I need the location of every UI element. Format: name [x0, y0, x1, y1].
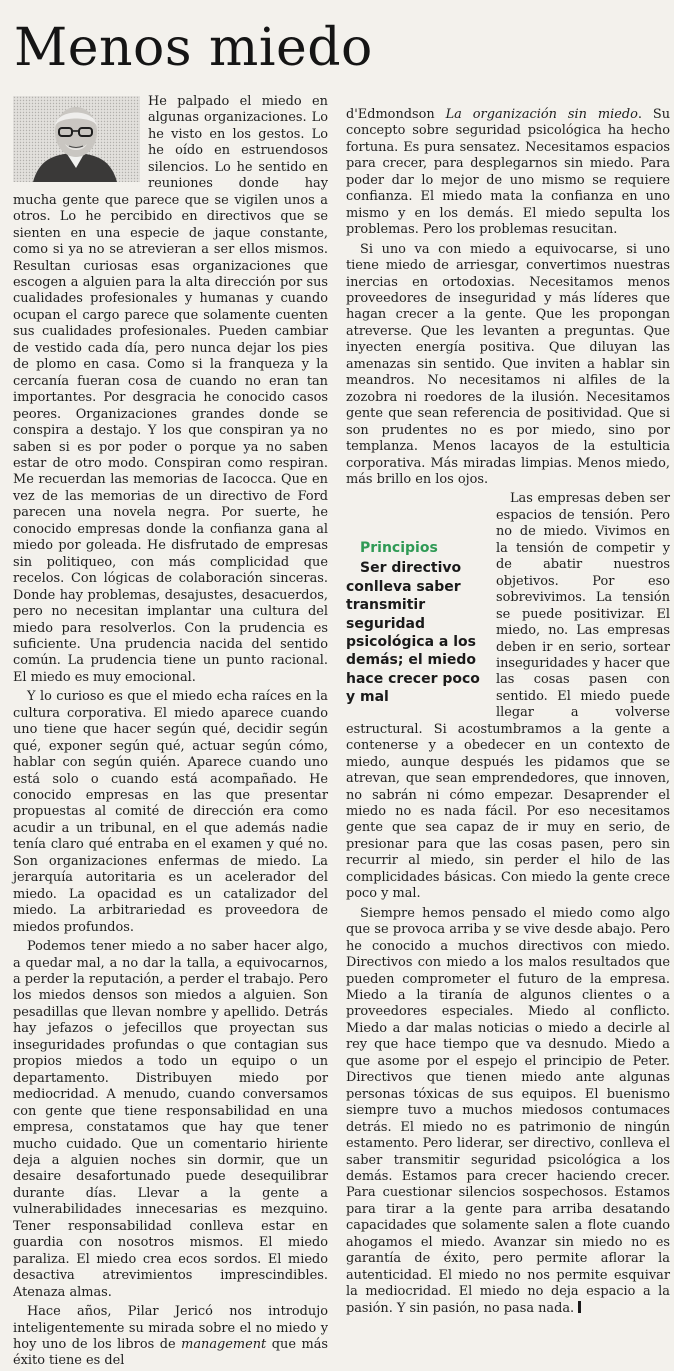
pull-quote	[346, 539, 486, 706]
paragraph-5-end: . Su concepto sobre seguridad psicológica ha hecho fortuna. Es pura sensatez. Necesitamos espacios para crecer, para desplegarnos sin miedo. Para poder dar lo mejor de uno mismo se requiere confianza. El miedo mata la confianza en uno mismo y en los demás. El miedo sepulta los problemas. Pero los problemas resucitan.	[346, 107, 671, 238]
left-column	[13, 94, 328, 1371]
paragraph-4-end: que más éxito tiene es del	[13, 1336, 328, 1369]
author-portrait-image	[13, 96, 140, 182]
paragraph-8-text: Siempre hemos pensado el miedo como algo que se provoca arriba y se vive desde abajo. Pero he conocido a muchos directivos con miedo. Directivos con miedo a los malos resultados que pueden comprometer el futuro de la empresa. Miedo a la tiranía de algunos clientes o a proveedores especiales. Miedo al conflicto. Miedo a dar malas noticias o miedo a decirle al rey que hace tiempo que va desnudo. Miedo a que asome por el espejo el principio de Peter. Directivos que tienen miedo ante algunas personas tóxicas de sus equipos. El buenismo siempre tuvo a muchos miedosos contumaces detrás. El miedo no es patrimonio de ningún estamento. Pero liderar, ser directivo, conlleva el saber transmitir seguridad psicológica a los demás. Estamos para crecer haciendo crecer. Para cuestionar silencios sospechosos. Estamos para tirar a la gente para arriba desatando capacidades que solamente salen a flote cuando ahogamos el miedo. Avanzar sin miedo no es garantía de éxito, pero permite aflorar la autenticidad. El miedo no nos permite esquivar la mediocridad. El miedo no deja espacio a la pasión. Y sin pasión, no pasa nada.	[346, 905, 670, 1316]
author-photo	[13, 96, 140, 182]
paragraph-5-start: d'Edmondson	[346, 107, 446, 122]
paragraph-4	[13, 1304, 328, 1370]
right-column	[346, 107, 670, 1318]
article-title: Menos miedo	[14, 18, 373, 78]
paragraph-8	[346, 906, 670, 1317]
paragraph-7: Principios Ser directivo conlleva saber transmitir seguridad psicológica a los demás; el miedo hace crecer poco y mal Las empresas deben ser espacios de tensión. Pero no de miedo. Vivimos en la tensión de competir y de abatir nuestros objetivos. Por eso sobrevivimos. La tensión se puede positivizar. El miedo, no. Las empresas deben ir en serio, sortear inseguridades y hacer que las cosas pasen con sentido. El miedo puede llegar a volverse estructural. Si acostumbramos a la gente a contenerse y a obedecer en un contexto de miedo, aunque después les pidamos que se atrevan, que sean emprendedores, que innoven, no sabrán ni cómo empezar. Desaprender el miedo no es nada fácil. Por eso necesitamos gente que sea capaz de ir muy en serio, de presionar para que las cosas pasen, pero sin recurrir al miedo, sin perder el hilo de las complicidades básicas. Con miedo la gente crece poco y mal.	[346, 491, 670, 902]
pull-quote-heading: Principios	[360, 540, 438, 557]
paragraph-1: He palpado el miedo en algunas organizaciones. Lo he visto en los gestos. Lo he oído en estruendosos silencios. Lo he sentido en reuniones donde hay mucha gente que parece que se vigilen unos a otros. Lo he percibido en directivos que se sienten en una especie de jaque constante, como si ya no se atrevieran a ser ellos mismos. Resultan curiosas esas organizaciones que escogen a alguien para la alta dirección por sus cualidades profesionales y humanas y cuando ocupan el cargo parece que solamente cuenten sus cualidades profesionales. Pueden cambiar de vestido cada día, pero nunca dejar los pies de plomo en casa. Como si la franqueza y la cercanía fueran cosa de cuando no eran tan importantes. Por desgracia he conocido casos peores. Organizaciones grandes donde se conspira a destajo. Y los que conspiran ya no saben si es por poder o porque ya no saben estar de otro modo. Conspiran como respiran. Me recuerdan las memorias de Iacocca. Que en vez de las memorias de un directivo de Ford parecen una novela negra. Por suerte, he conocido empresas donde la confianza gana al miedo por goleada. He disfrutado de empresas sin politiqueo, con más complicidad que recelos. Con lógicas de colaboración sinceras. Donde hay problemas, desajustes, desacuerdos, pero no necesitan implantar una cultura del miedo para resolverlos. Con la prudencia es suficiente. Una prudencia nacida del sentido común. La prudencia tiene un punto racional. El miedo es muy emocional.	[13, 94, 328, 685]
paragraph-2: Y lo curioso es que el miedo echa raíces en la cultura corporativa. El miedo aparece cuando uno tiene que hacer según qué, decidir según qué, exponer según qué, actuar según cómo, hablar con según quién. Aparece cuando uno está solo o cuando está acompañado. He conocido empresas en las que presentar propuestas al comité de dirección era como acudir a un tribunal, en el que además nadie tenía claro qué entraba en el examen y qué no. Son organizaciones enfermas de miedo. La jerarquía autoritaria es un acelerador del miedo. La opacidad es un catalizador del miedo. La arbitrariedad es proveedora de miedos profundos.	[13, 689, 328, 935]
pull-quote-text: Ser directivo conlleva saber transmitir seguridad psicológica a los demás; el miedo hace crecer poco y mal	[346, 560, 480, 706]
paragraph-4-start: Hace años, Pilar Jericó nos introdujo inteligentemente su mirada sobre el no miedo y hoy uno de los libros de	[13, 1304, 328, 1352]
paragraph-3: Podemos tener miedo a no saber hacer algo, a quedar mal, a no dar la talla, a equivocarnos, a perder la reputación, a perder el trabajo. Pero los miedos densos son miedos a alguien. Son pesadillas que llevan nombre y apellido. Detrás hay jefazos o jefecillos que proyectan sus inseguridades profundas o que contagian sus propios miedos a todo un equipo o un departamento. Distribuyen miedo por mediocridad. A menudo, cuando conversamos con gente que tiene responsabilidad en una empresa, constatamos que hay que tener mucho cuidado. Que un comentario hiriente deja a alguien noches sin dormir, que un desaire desafortunado puede desequilibrar durante días. Llevar a la gente a vulnerabilidades innecesarias es mezquino. Tener responsabilidad conlleva estar en guardia con nosotros mismos. El miedo paraliza. El miedo crea ecos sordos. El miedo desactiva atrevimientos imprescindibles. Atenaza almas.	[13, 939, 328, 1300]
paragraph-6: Si uno va con miedo a equivocarse, si uno tiene miedo de arriesgar, convertimos nuestras inercias en ortodoxias. Necesitamos menos proveedores de inseguridad y más líderes que hagan crecer a la gente. Que les propongan atreverse. Que les levanten a preguntas. Que inyecten energía positiva. Que diluyan las amenazas sin sentido. Que inviten a hablar sin meandros. No necesitamos ni alfiles de la zozobra ni roedores de la ilusión. Necesitamos gente que sean referencia de positividad. Que si son prudentes no es por miedo, sino por templanza. Menos lacayos de la estulticia corporativa. Más miradas limpias. Menos miedo, más brillo en los ojos.	[346, 241, 670, 487]
paragraph-4-emphasis: management	[181, 1336, 267, 1352]
end-mark-icon	[578, 1301, 581, 1313]
paragraph-5	[346, 107, 670, 239]
book-title: La organización sin miedo	[445, 107, 638, 122]
